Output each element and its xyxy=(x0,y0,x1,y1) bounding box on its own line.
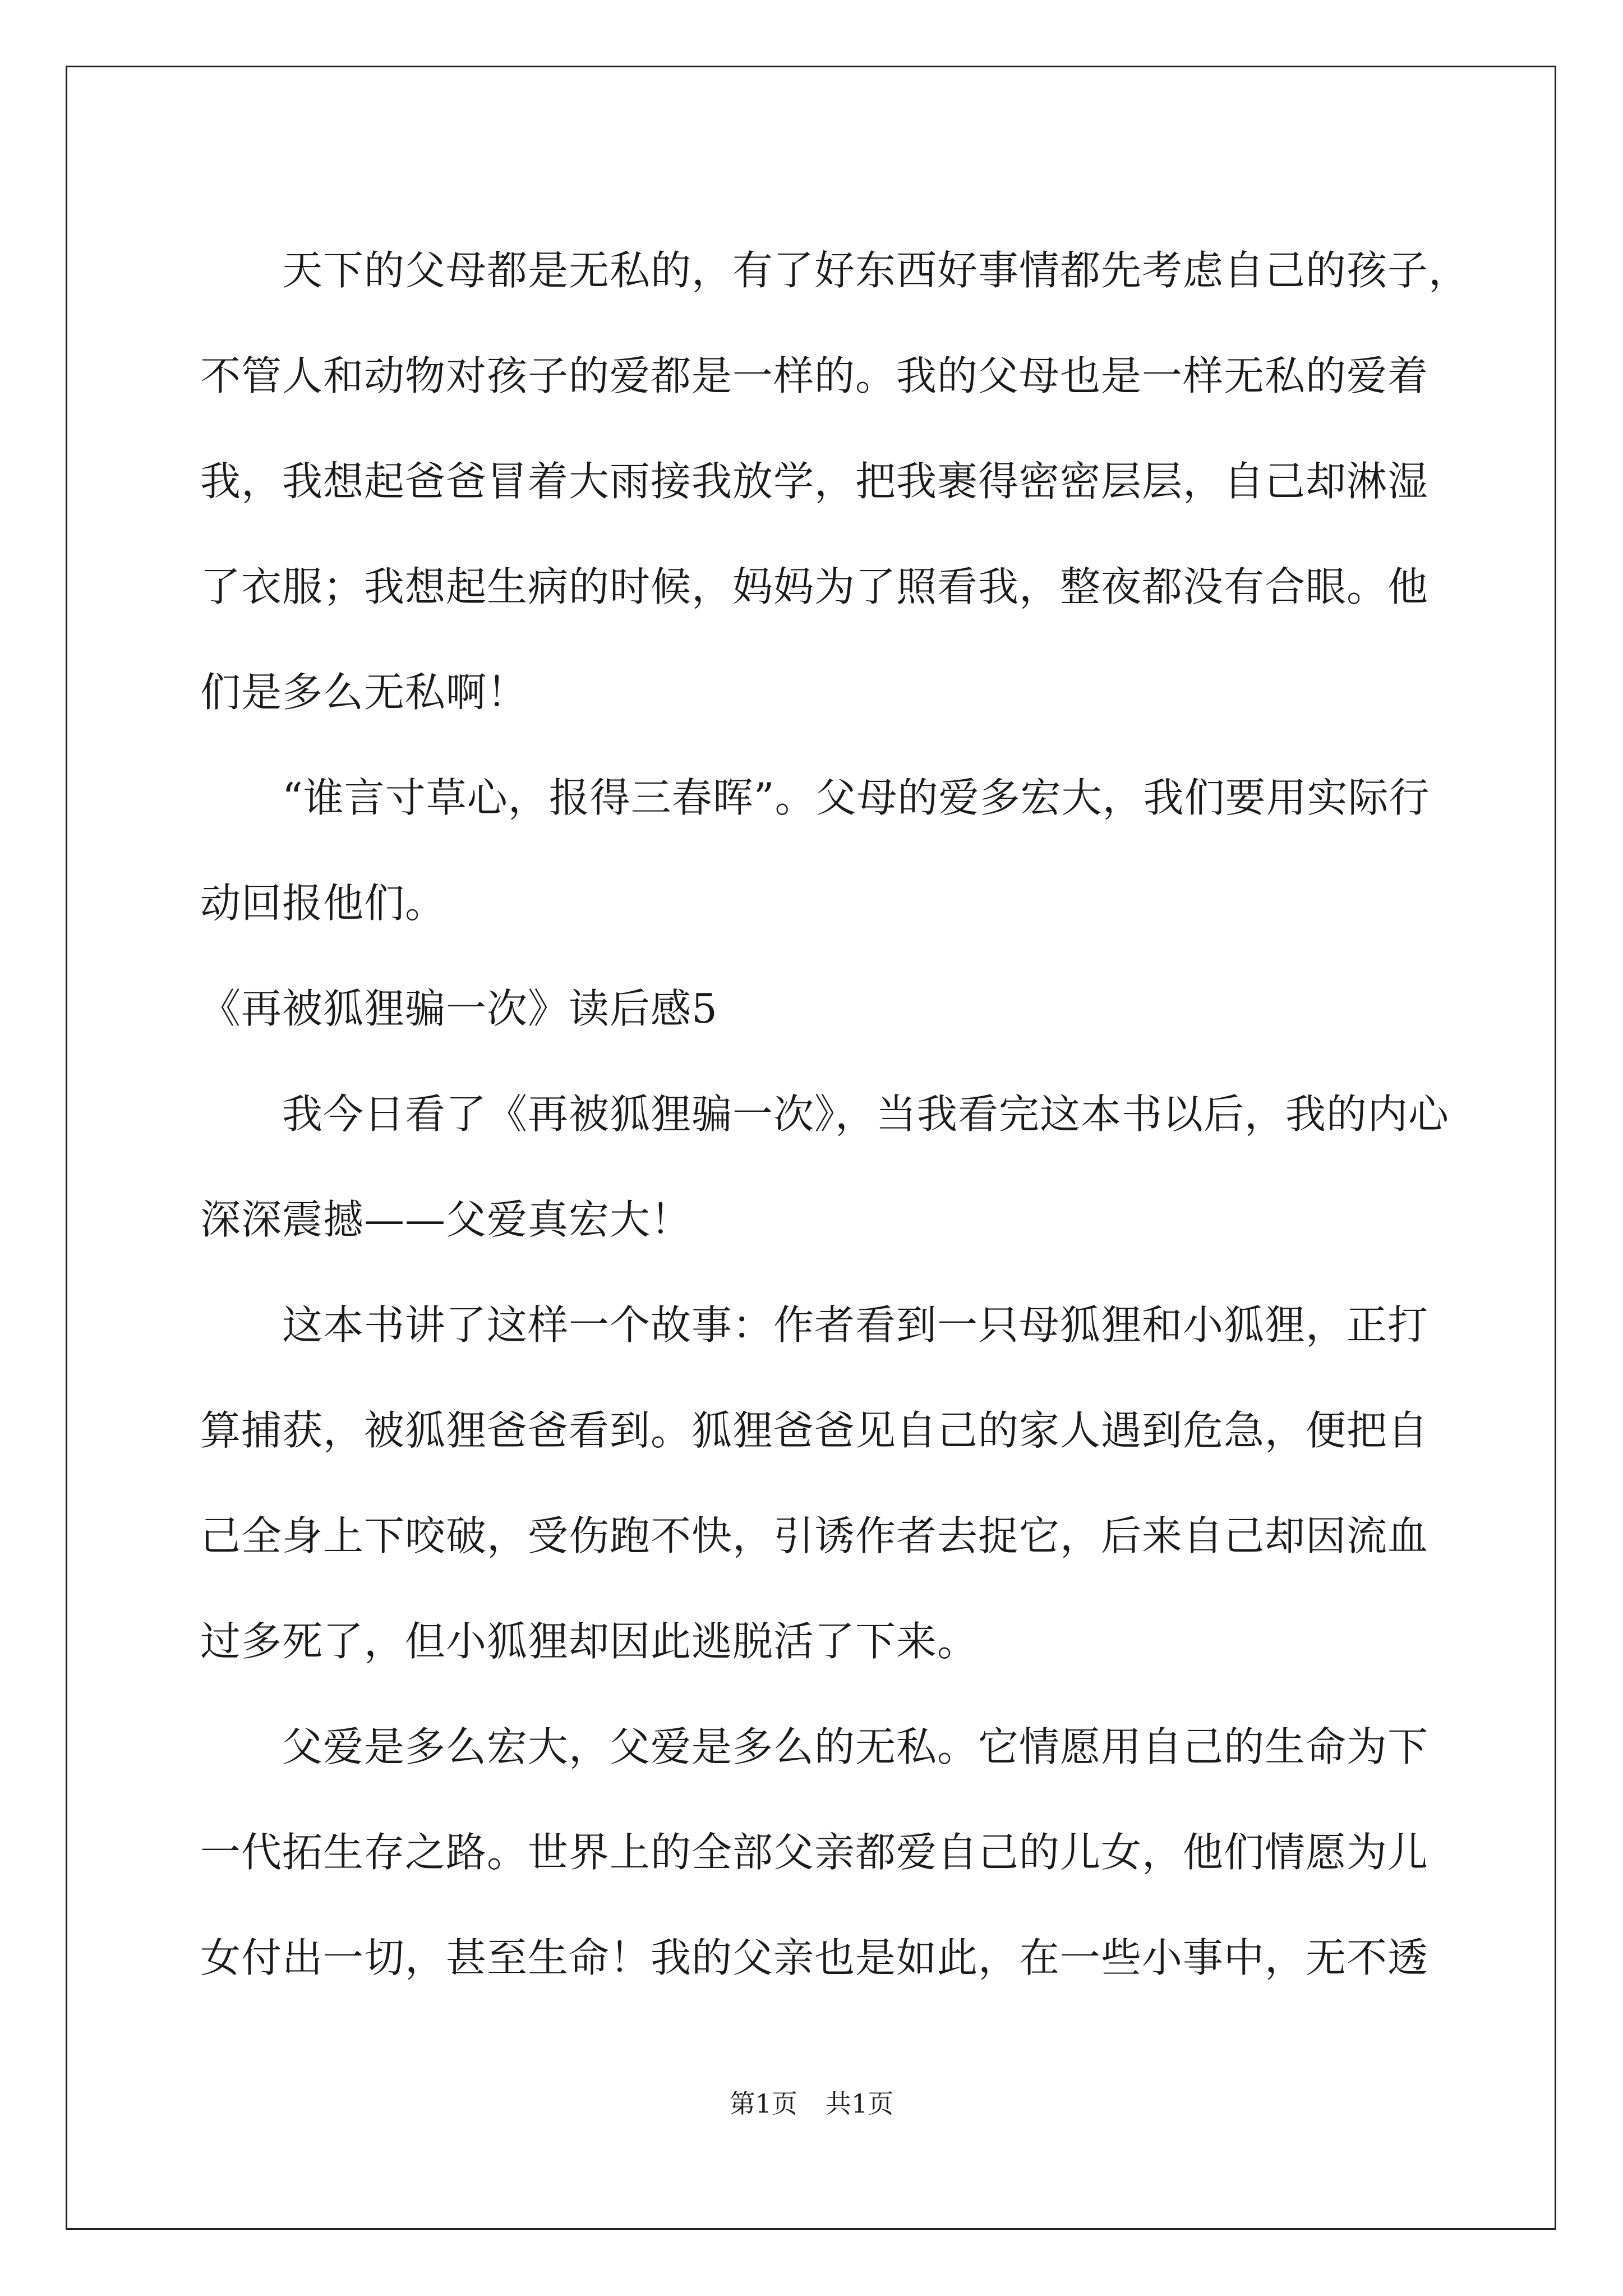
text-line: 过多死了，但小狐狸却因此逃脱活了下来。 xyxy=(200,1618,979,1665)
text-line: 算捕获，被狐狸爸爸看到。狐狸爸爸见自己的家人遇到危急，便把自 xyxy=(200,1407,1429,1454)
text-line: 一代拓生存之路。世界上的全部父亲都爱自己的儿女，他们情愿为儿 xyxy=(200,1829,1429,1876)
text-line: 们是多么无私啊！ xyxy=(200,669,528,716)
page-footer xyxy=(0,2087,1623,2120)
text-line: 己全身上下咬破，受伤跑不快，引诱作者去捉它，后来自己却因流血 xyxy=(200,1512,1429,1559)
text-line: 动回报他们。 xyxy=(200,880,446,927)
document-body xyxy=(200,218,1470,2010)
text-line: 我今日看了《再被狐狸骗一次》，当我看完这本书以后，我的内心 xyxy=(282,1091,1450,1138)
page-number-current: 第1页 xyxy=(729,2088,797,2119)
text-line: 这本书讲了这样一个故事：作者看到一只母狐狸和小狐狸，正打 xyxy=(282,1301,1429,1349)
text-line: 不管人和动物对孩子的爱都是一样的。我的父母也是一样无私的爱着 xyxy=(200,352,1429,399)
text-line: 深深震撼——父爱真宏大！ xyxy=(200,1196,692,1243)
page-number-total: 共1页 xyxy=(826,2088,894,2119)
text-line: 我，我想起爸爸冒着大雨接我放学，把我裹得密密层层，自己却淋湿 xyxy=(200,458,1429,505)
section-heading: 《再被狐狸骗一次》读后感5 xyxy=(200,985,718,1032)
text-line: “谁言寸草心，报得三春晖”。父母的爱多宏大，我们要用实际行 xyxy=(282,774,1430,821)
text-line: 女付出一切，甚至生命！我的父亲也是如此，在一些小事中，无不透 xyxy=(200,1934,1429,1981)
text-line: 了衣服；我想起生病的时候，妈妈为了照看我，整夜都没有合眼。他 xyxy=(200,563,1429,610)
text-line: 父爱是多么宏大，父爱是多么的无私。它情愿用自己的生命为下 xyxy=(282,1723,1429,1770)
text-line: 天下的父母都是无私的，有了好东西好事情都先考虑自己的孩子， xyxy=(282,247,1470,294)
